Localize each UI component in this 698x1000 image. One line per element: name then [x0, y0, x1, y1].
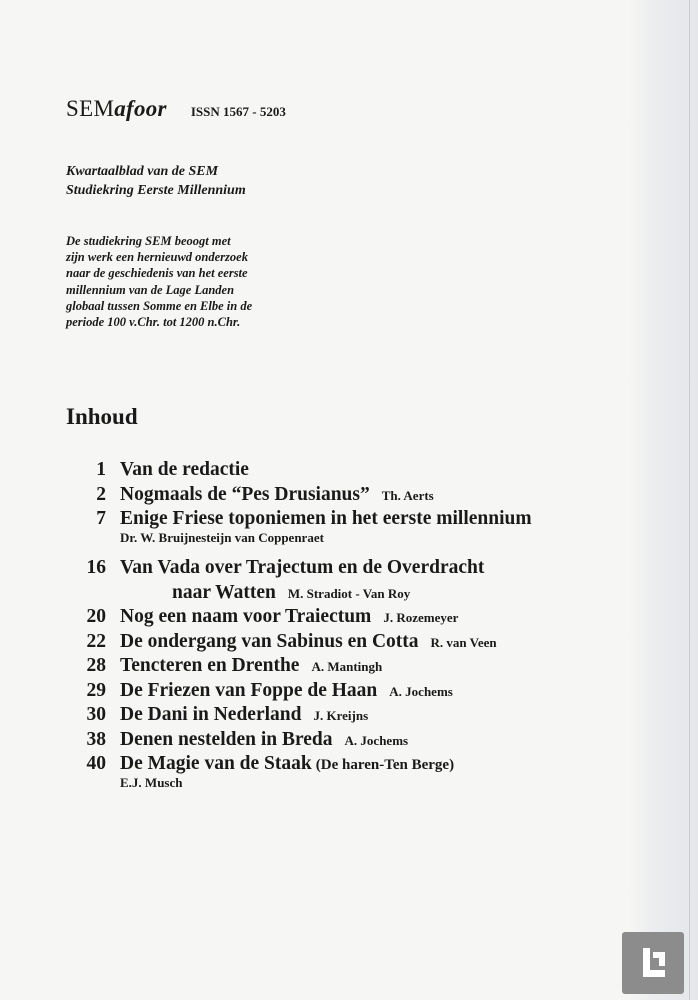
brand-name: SEMafoor: [66, 96, 167, 121]
toc-author: E.J. Musch: [120, 775, 183, 790]
toc-title: Enige Friese toponiemen in het eerste millennium: [120, 508, 532, 529]
toc-entry: [80, 458, 640, 483]
toc-entry: [80, 728, 640, 753]
mission-line: zijn werk een hernieuwd onderzoek: [66, 250, 248, 265]
toc-title: De ondergang van Sabinus en Cotta: [120, 630, 419, 652]
mission-line: millennium van de Lage Landen: [66, 282, 235, 297]
toc-title: Van Vada over Trajectum en de Overdracht: [120, 557, 485, 578]
toc-title: De Magie van de Staak: [120, 753, 312, 774]
toc-title: Nog een naam voor Traiectum: [120, 606, 372, 627]
toc-entry: [80, 556, 640, 605]
toc-entry: [80, 605, 640, 630]
toc-entry: [80, 630, 640, 655]
toc-entry: [80, 507, 640, 556]
subtitle-line: Kwartaalblad van de SEM: [66, 164, 219, 179]
page-edge-line: [689, 0, 690, 1000]
toc-title: Tencteren en Drenthe: [120, 655, 300, 676]
toc-author: J. Rozemeyer: [383, 610, 459, 625]
masthead: [66, 96, 286, 122]
toc-page-number: 16: [86, 557, 106, 578]
toc-entry: [80, 752, 640, 801]
toc-title-subtitle: (De haren-Ten Berge): [315, 757, 455, 773]
toc-page-number: 40: [86, 753, 106, 774]
toc-entry: [80, 703, 640, 728]
toc-entry: [80, 654, 640, 679]
toc-page-number: 20: [86, 606, 106, 627]
lastdodo-logo-icon: [639, 946, 669, 980]
toc-page-number: 29: [86, 679, 106, 701]
toc-author: A. Mantingh: [311, 659, 383, 674]
toc-entry: [80, 679, 640, 704]
toc-page-number: 38: [86, 728, 106, 750]
toc-title: De Dani in Nederland: [120, 704, 302, 725]
issn-label: ISSN 1567 - 5203: [190, 104, 286, 119]
mission-line: globaal tussen Somme en Elbe in de: [66, 298, 253, 313]
toc-author: Dr. W. Bruijnesteijn van Coppenraet: [120, 530, 324, 545]
toc-title: De Friezen van Foppe de Haan: [120, 679, 378, 701]
toc-author: M. Stradiot - Van Roy: [287, 585, 411, 601]
mission-line: naar de geschiedenis van het eerste: [66, 266, 248, 281]
subtitle-line: Studiekring Eerste Millennium: [66, 183, 246, 198]
mission-line: De studiekring SEM beoogt met: [66, 234, 231, 248]
toc-author: J. Kreijns: [313, 708, 369, 723]
toc-entry: [80, 483, 640, 508]
toc-title: Nogmaals de “Pes Drusianus”: [120, 483, 370, 505]
mission-statement: [66, 233, 252, 330]
toc-page-number: 7: [96, 508, 106, 529]
toc-page-number: 22: [86, 630, 106, 652]
mission-line: periode 100 v.Chr. tot 1200 n.Chr.: [66, 315, 241, 330]
toc-author: A. Jochems: [344, 732, 409, 748]
toc-author: R. van Veen: [430, 634, 497, 650]
toc-page-number: 30: [86, 704, 106, 725]
toc-page-number: 28: [86, 655, 106, 676]
toc-title-continued: naar Watten: [172, 581, 276, 603]
toc-author: Th. Aerts: [381, 487, 434, 503]
toc-title: Denen nestelden in Breda: [120, 728, 333, 750]
toc-title: Van de redactie: [120, 459, 249, 480]
publication-subtitle: [66, 162, 246, 200]
table-of-contents: [80, 458, 640, 801]
toc-page-number: 1: [96, 459, 106, 480]
lastdodo-sticker: [622, 932, 684, 994]
toc-heading: Inhoud: [66, 404, 138, 429]
toc-author: A. Jochems: [389, 683, 453, 699]
toc-page-number: 2: [96, 483, 106, 505]
